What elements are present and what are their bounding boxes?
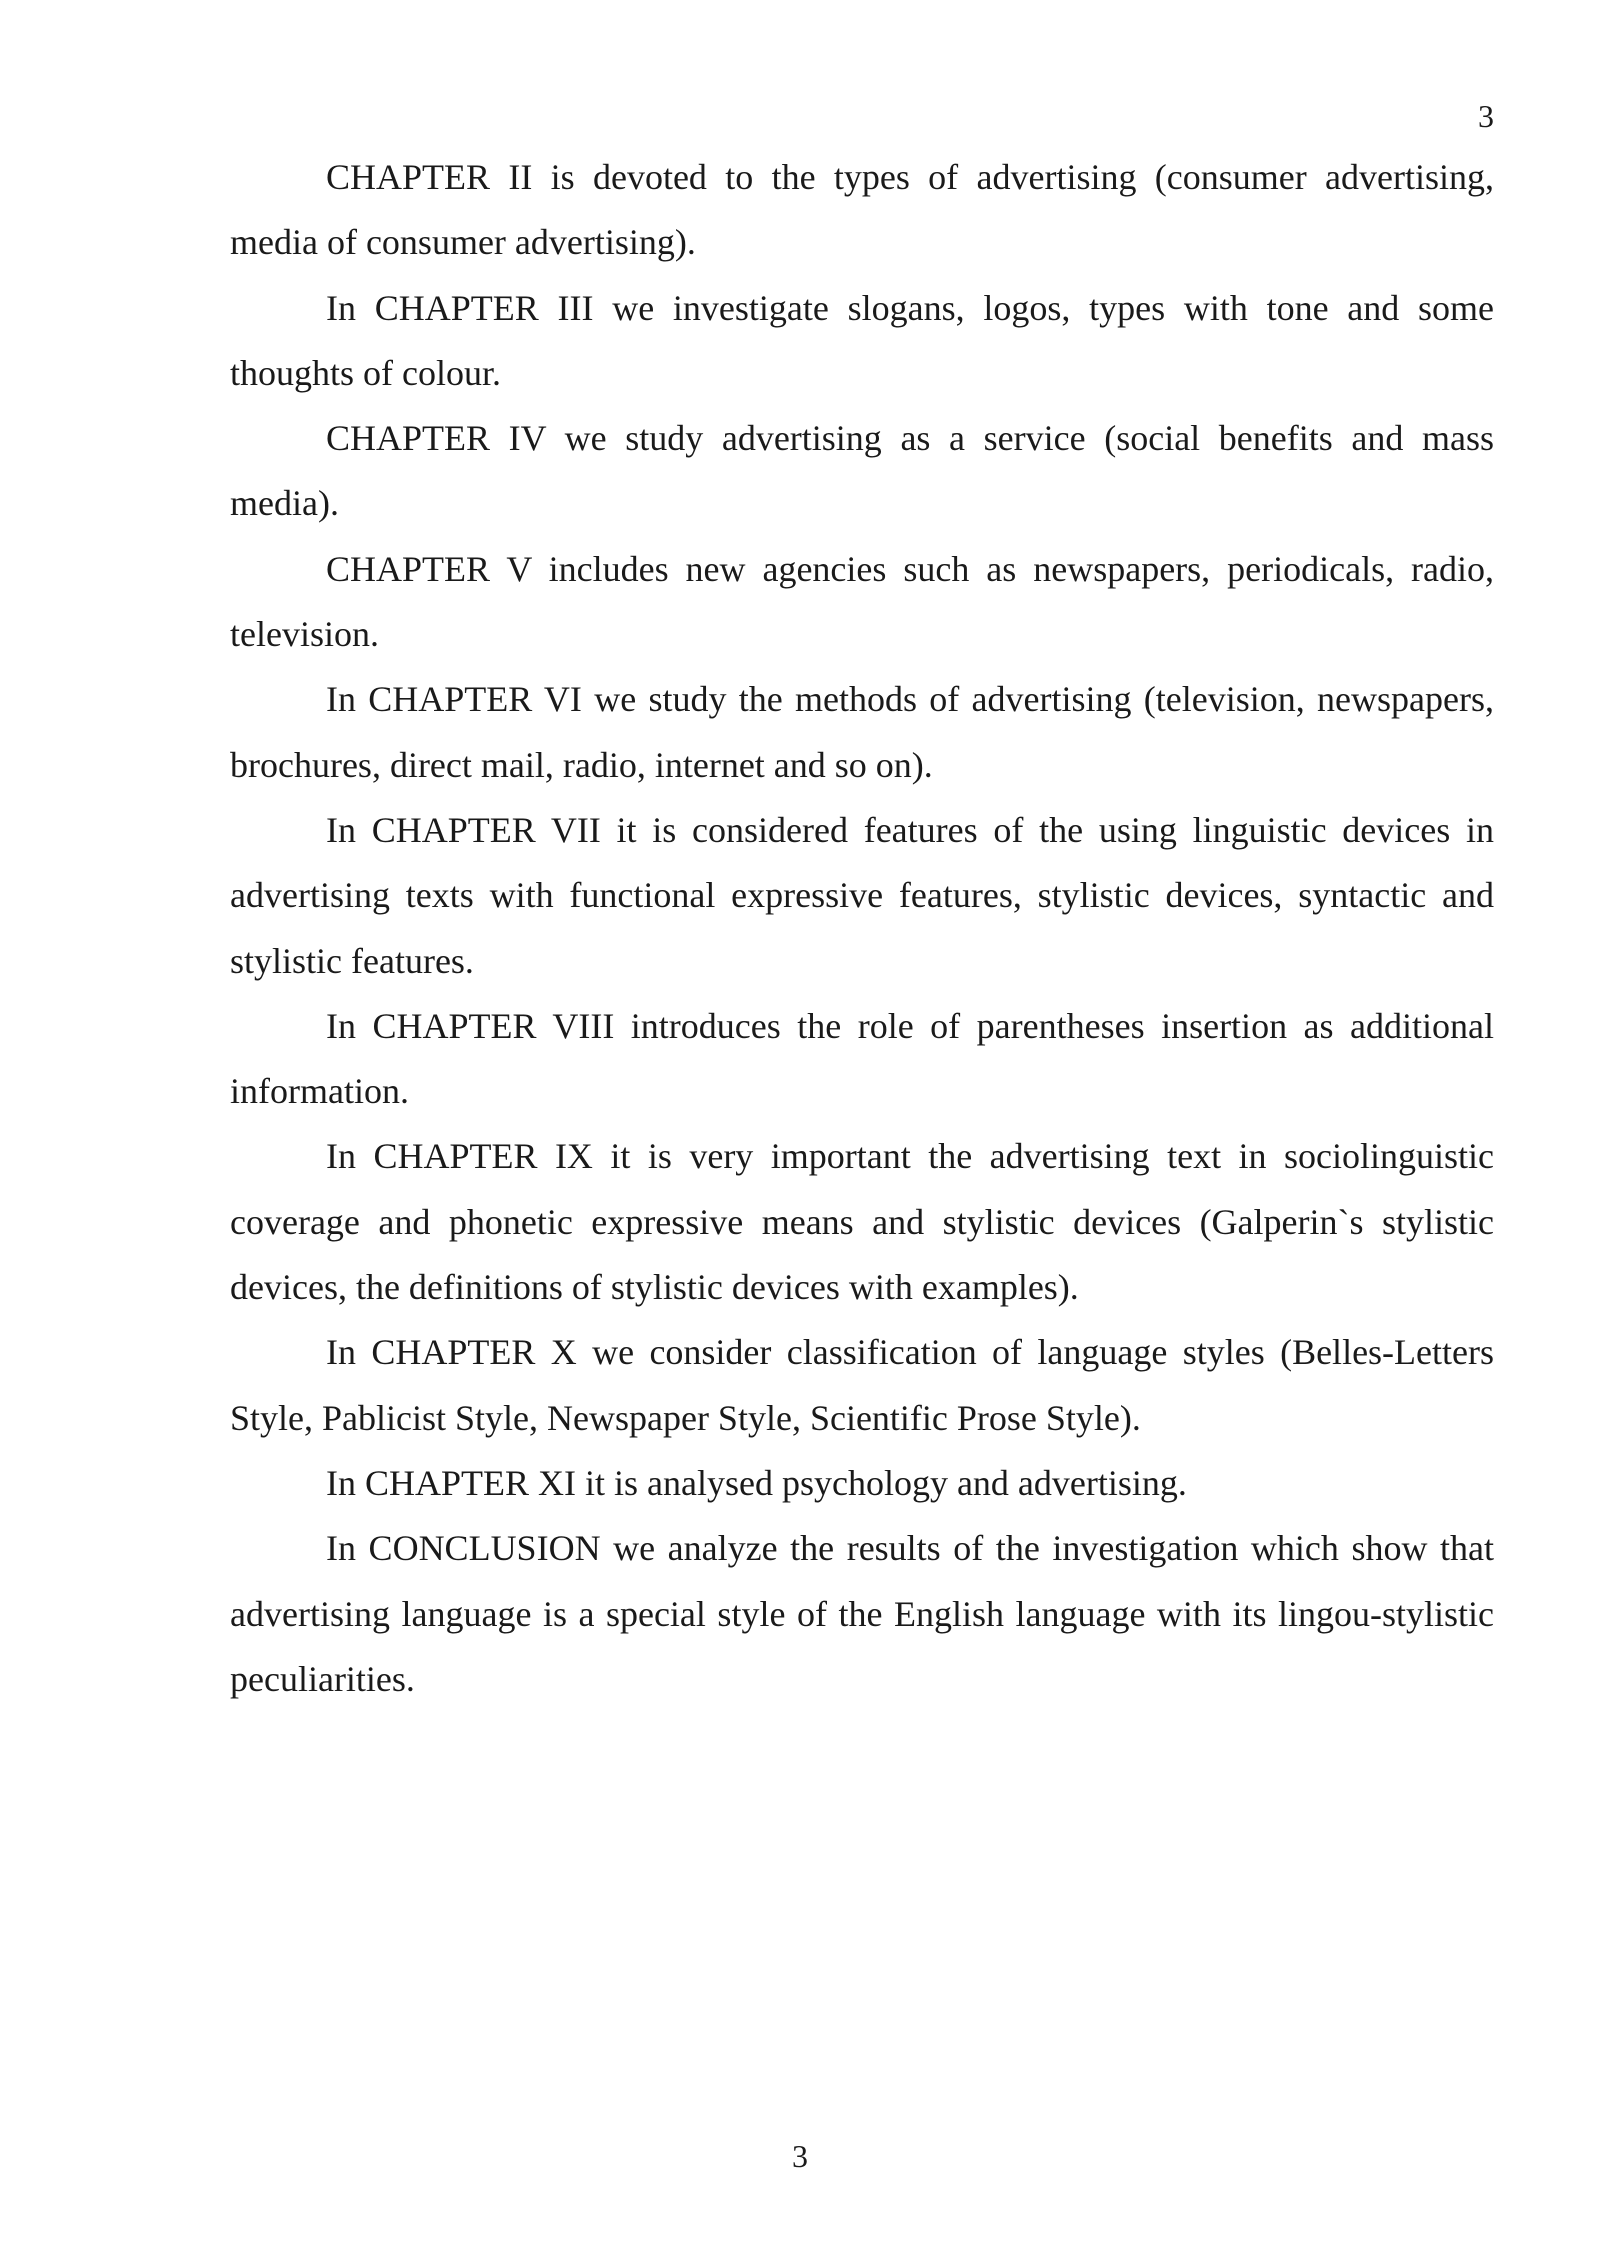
paragraph-chapter-5: CHAPTER V includes new agencies such as newspapers, periodicals, radio, television. <box>230 548 1494 655</box>
paragraph-conclusion: In CONCLUSION we analyze the results of the investigation which show that advertising language is a special style of the English language with its lingou-stylistic peculiarities. <box>230 1528 1494 1699</box>
paragraph-chapter-11: In CHAPTER XI it is analysed psychology and advertising. <box>326 1462 1187 1503</box>
paragraph-chapter-10: In CHAPTER X we consider classification of language styles (Belles-Letters Style, Pablicist Style, Newspaper Style, Scientific Prose Style). <box>230 1332 1494 1438</box>
document-body <box>230 145 1494 1712</box>
paragraph-chapter-6: In CHAPTER VI we study the methods of advertising (television, newspapers, brochures, direct mail, radio, internet and so on). <box>230 679 1494 785</box>
paragraph-chapter-7: In CHAPTER VII it is considered features of the using linguistic devices in advertising texts with functional expressive features, stylistic devices, syntactic and stylistic features. <box>230 809 1494 981</box>
page-number-footer: 3 <box>792 2138 808 2174</box>
paragraph-chapter-2: CHAPTER II is devoted to the types of advertising (consumer advertising, media of consumer advertising). <box>230 157 1494 263</box>
paragraph-chapter-9: In CHAPTER IX it is very important the advertising text in sociolinguistic coverage and phonetic expressive means and stylistic devices (Galperin`s stylistic devices, the definitions of stylistic devices with examples). <box>230 1136 1494 1308</box>
paragraph-chapter-4: CHAPTER IV we study advertising as a service (social benefits and mass media). <box>230 418 1494 524</box>
paragraph-chapter-8: In CHAPTER VIII introduces the role of parentheses insertion as additional information. <box>230 1005 1494 1112</box>
paragraph-chapter-3: In CHAPTER III we investigate slogans, logos, types with tone and some thoughts of colour. <box>230 287 1494 393</box>
page-number-header: 3 <box>1478 98 1494 134</box>
